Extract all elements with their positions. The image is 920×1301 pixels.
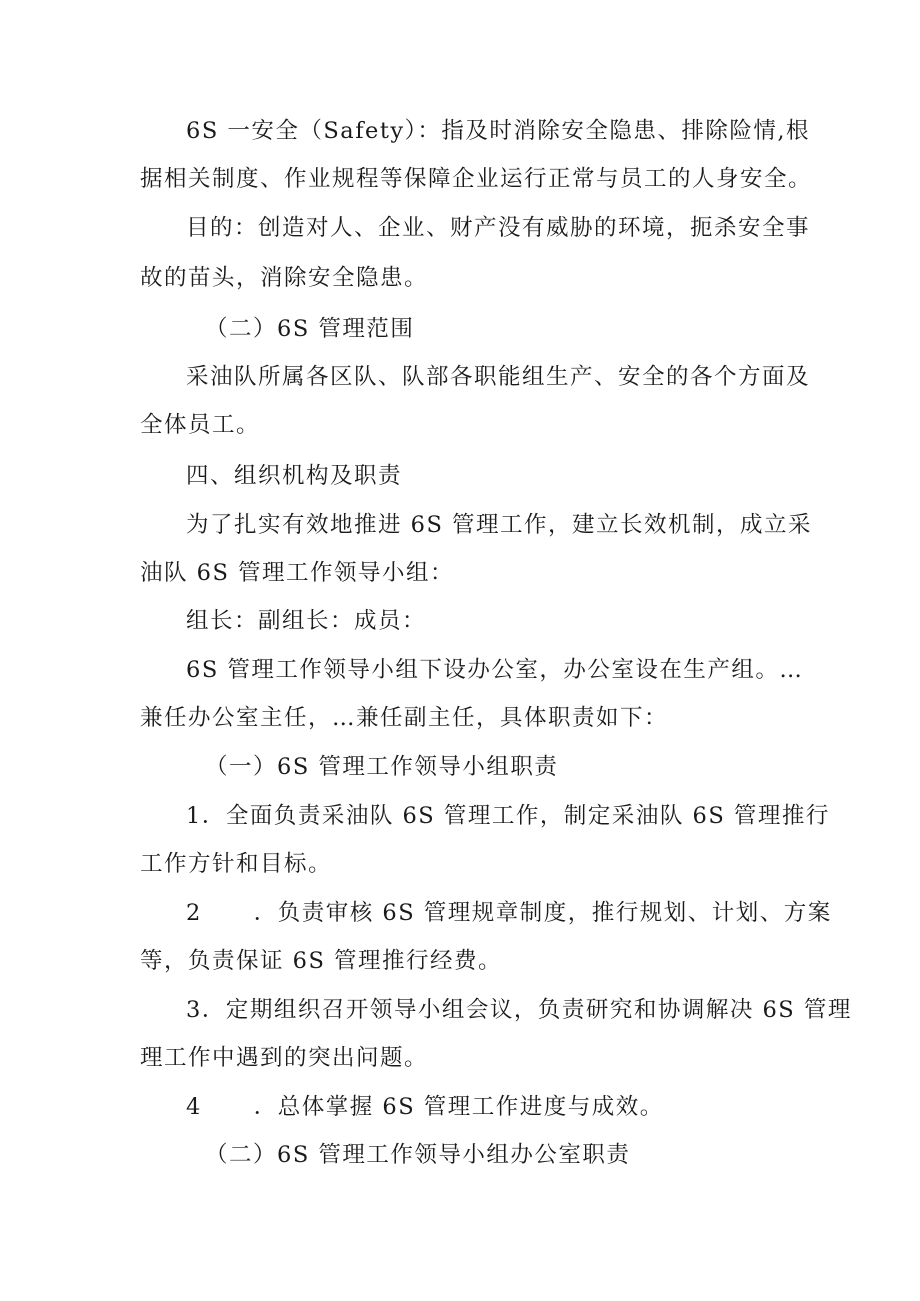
paragraph-office-line-1: 6S 管理工作领导小组下设办公室，办公室设在生产组。… bbox=[186, 657, 804, 683]
paragraph-leadership-line-1: 为了扎实有效地推进 6S 管理工作，建立长效机制，成立采 bbox=[186, 512, 813, 538]
duty-4: 4 ．总体掌握 6S 管理工作进度与成效。 bbox=[186, 1094, 664, 1120]
paragraph-purpose-line-1: 目的：创造对人、企业、财产没有威胁的环境，扼杀安全事 bbox=[186, 215, 811, 241]
paragraph-leadership-line-2: 油队 6S 管理工作领导小组： bbox=[140, 560, 455, 586]
duty-2-line-2: 等，负责保证 6S 管理推行经费。 bbox=[140, 948, 503, 974]
duty-3-line-1: 3．定期组织召开领导小组会议，负责研究和协调解决 6S 管理 bbox=[186, 997, 852, 1023]
section-heading-group-duties: （一）6S 管理工作领导小组职责 bbox=[205, 754, 559, 780]
paragraph-safety-line-2: 据相关制度、作业规程等保障企业运行正常与员工的人身安全。 bbox=[140, 166, 813, 192]
duty-2-line-1: 2 ．负责审核 6S 管理规章制度，推行规划、计划、方案 bbox=[186, 900, 832, 926]
section-heading-organization: 四、组织机构及职责 bbox=[186, 463, 403, 489]
section-heading-scope: （二）6S 管理范围 bbox=[205, 316, 415, 342]
paragraph-office-line-2: 兼任办公室主任，…兼任副主任，具体职责如下： bbox=[140, 705, 669, 731]
paragraph-scope-line-2: 全体员工。 bbox=[140, 412, 261, 438]
paragraph-members: 组长：副组长：成员： bbox=[186, 608, 427, 634]
paragraph-purpose-line-2: 故的苗头，消除安全隐患。 bbox=[140, 265, 429, 291]
duty-3-line-2: 理工作中遇到的突出问题。 bbox=[140, 1045, 429, 1071]
duty-1-line-2: 工作方针和目标。 bbox=[140, 851, 333, 877]
duty-1-line-1: 1．全面负责采油队 6S 管理工作，制定采油队 6S 管理推行 bbox=[186, 803, 830, 829]
paragraph-safety-line-1: 6S 一安全（Safety）：指及时消除安全隐患、排除险情,根 bbox=[186, 118, 811, 144]
section-heading-office-duties: （二）6S 管理工作领导小组办公室职责 bbox=[205, 1142, 631, 1168]
paragraph-scope-line-1: 采油队所属各区队、队部各职能组生产、安全的各个方面及 bbox=[186, 364, 811, 390]
